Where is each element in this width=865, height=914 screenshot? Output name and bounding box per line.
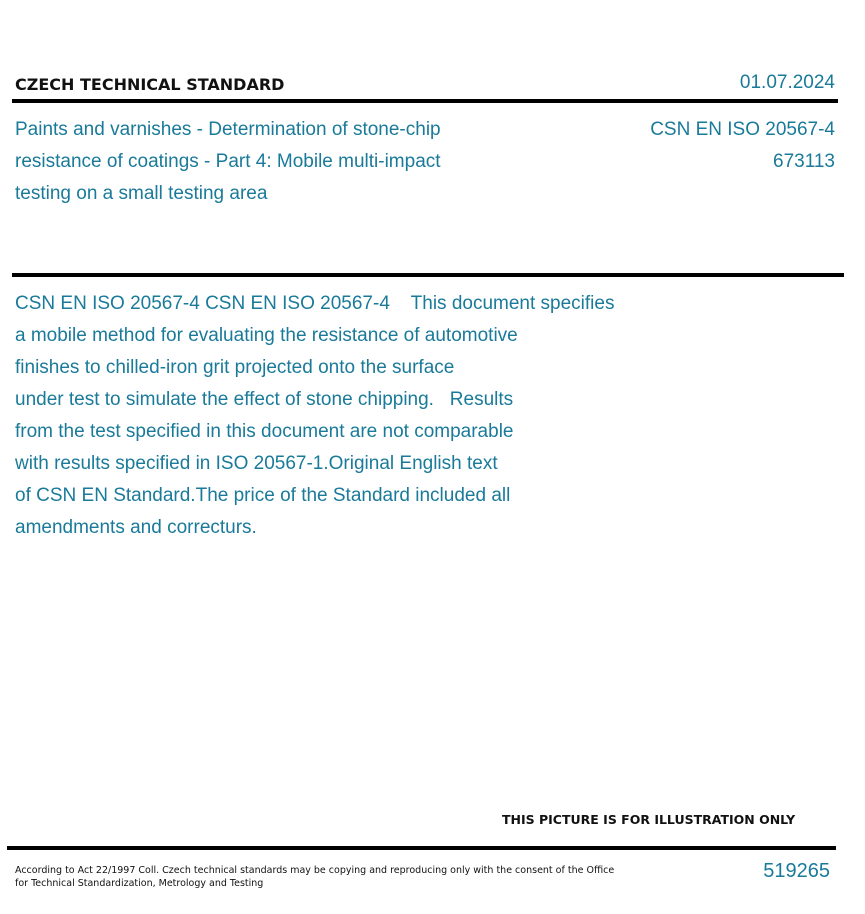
abstract-line: finishes to chilled-iron grit projected onto the surface xyxy=(15,357,455,378)
abstract-line: under test to simulate the effect of stone chipping. Results xyxy=(15,389,514,410)
document-type-label: CZECH TECHNICAL STANDARD xyxy=(15,75,285,94)
standard-title-line: testing on a small testing area xyxy=(15,183,268,204)
standard-number: 673113 xyxy=(773,151,835,172)
publication-date: 01.07.2024 xyxy=(739,72,835,93)
abstract-text xyxy=(15,288,705,544)
legal-notice-line: According to Act 22/1997 Coll. Czech technical standards may be copying and reproducing only with the consent of the Office xyxy=(15,865,615,876)
standard-code: CSN EN ISO 20567-4 xyxy=(650,119,835,140)
abstract-line: from the test specified in this document are not comparable xyxy=(15,421,514,442)
catalog-number: 519265 xyxy=(763,860,830,882)
abstract-line: a mobile method for evaluating the resistance of automotive xyxy=(15,325,518,346)
standard-title xyxy=(15,114,515,210)
legal-notice xyxy=(15,864,615,890)
abstract-line: amendments and correcturs. xyxy=(15,517,257,538)
abstract-line: CSN EN ISO 20567-4 CSN EN ISO 20567-4 This document specifies xyxy=(15,293,615,314)
standard-identifiers xyxy=(650,114,835,178)
footer-divider xyxy=(7,846,836,850)
standard-title-line: resistance of coatings - Part 4: Mobile multi-impact xyxy=(15,151,441,172)
header-divider xyxy=(12,99,838,103)
illustration-disclaimer: THIS PICTURE IS FOR ILLUSTRATION ONLY xyxy=(502,812,796,827)
abstract-line: of CSN EN Standard.The price of the Standard included all xyxy=(15,485,511,506)
abstract-line: with results specified in ISO 20567-1.Original English text xyxy=(15,453,498,474)
title-divider xyxy=(12,273,844,277)
legal-notice-line: for Technical Standardization, Metrology and Testing xyxy=(15,878,264,889)
standard-title-line: Paints and varnishes - Determination of stone-chip xyxy=(15,119,441,140)
